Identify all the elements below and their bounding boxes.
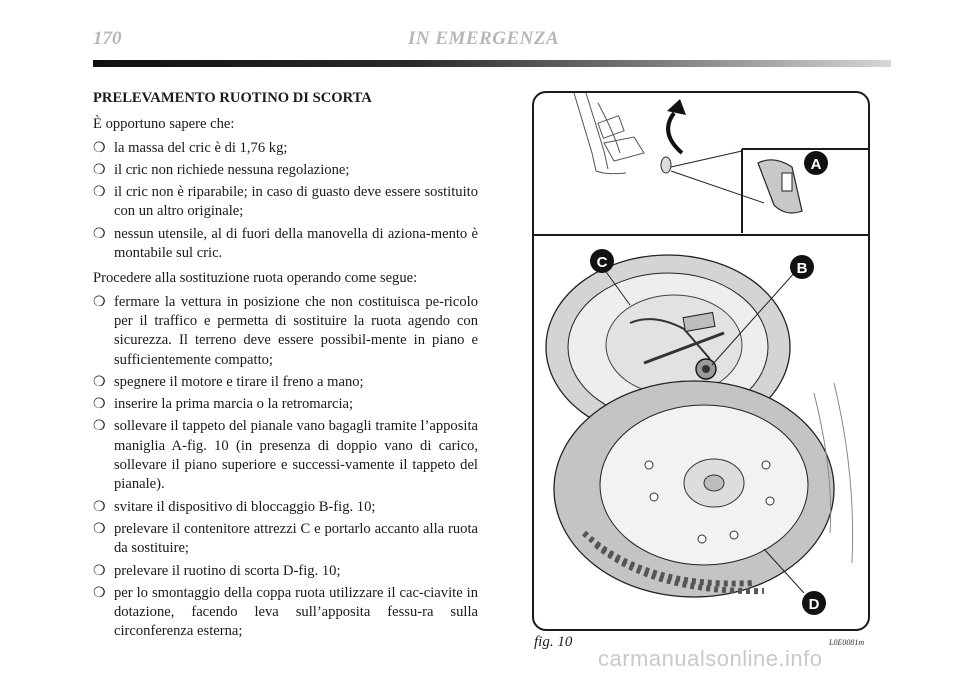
steps-list	[93, 293, 478, 642]
spare-wheel-illustration	[534, 93, 868, 629]
bullet-icon: ❍	[93, 140, 106, 156]
bullet-icon: ❍	[93, 499, 106, 515]
bullet-icon: ❍	[93, 162, 106, 178]
list-item-text: nessun utensile, al di fuori della manovella di aziona-mento è montabile sul cric.	[114, 225, 478, 262]
spare-wheel-drawing	[554, 381, 834, 597]
list-item-text: inserire la prima marcia o la retromarcia;	[114, 396, 354, 413]
list-item	[93, 161, 478, 180]
list-item	[93, 520, 478, 559]
list-item	[93, 183, 478, 222]
list-item	[93, 417, 478, 494]
procedure-intro: Procedere alla sostituzione ruota operando come segue:	[93, 270, 418, 287]
list-item-text: per lo smontaggio della coppa ruota utilizzare il cac-ciavite in dotazione, facendo leva sull’apposita fessu-ra sulla circonferenza esterna;	[114, 584, 478, 640]
list-item-text: prelevare il contenitore attrezzi C e portarlo accanto alla ruota da sostituire;	[114, 520, 478, 557]
bullet-icon: ❍	[93, 585, 106, 601]
list-item-text: spegnere il motore e tirare il freno a mano;	[114, 373, 364, 390]
facts-list	[93, 139, 478, 264]
list-item-text: il cric non richiede nessuna regolazione;	[114, 161, 350, 178]
callout-a-label: A	[810, 156, 822, 173]
page-number: 170	[93, 28, 122, 49]
bullet-icon: ❍	[93, 563, 106, 579]
list-item	[93, 225, 478, 264]
bullet-icon: ❍	[93, 397, 106, 413]
list-item-text: svitare il dispositivo di bloccaggio B-fig. 10;	[114, 498, 376, 515]
list-item-text: la massa del cric è di 1,76 kg;	[114, 139, 288, 156]
bullet-icon: ❍	[93, 185, 106, 201]
list-item-text: fermare la vettura in posizione che non costituisca pe-ricolo per il traffico e permetta di sostituire la ruota agendo con sicurezza. Il terreno deve essere possibil-mente in piano e sufficientemente compatto;	[114, 293, 478, 368]
bullet-icon: ❍	[93, 521, 106, 537]
figure-caption: fig. 10	[534, 634, 573, 650]
handle-detail-icon	[758, 160, 802, 213]
watermark: carmanualsonline.info	[598, 646, 823, 671]
callout-b-label: B	[796, 260, 808, 277]
list-item-text: prelevare il ruotino di scorta D-fig. 10;	[114, 562, 341, 579]
bullet-icon: ❍	[93, 374, 106, 390]
bullet-icon: ❍	[93, 419, 106, 435]
lift-arrow-icon	[668, 113, 682, 153]
trunk-floor-drawing	[574, 93, 644, 174]
header-rule	[93, 60, 891, 67]
text-column	[93, 89, 478, 648]
callout-d-label: D	[808, 596, 820, 613]
list-item	[93, 395, 478, 414]
handle-icon	[661, 157, 671, 173]
list-item	[93, 498, 478, 517]
list-item	[93, 584, 478, 642]
list-item	[93, 139, 478, 158]
figure-code: L0E0081m	[829, 638, 865, 647]
procedure-heading: PRELEVAMENTO RUOTINO DI SCORTA	[93, 90, 372, 106]
list-item	[93, 293, 478, 370]
list-item-text: il cric non è riparabile; in caso di guasto deve essere sostituito con un altro originale;	[114, 184, 478, 220]
figure-illustration	[532, 91, 870, 631]
list-item	[93, 373, 478, 392]
callout-c-label: C	[596, 254, 608, 271]
list-item	[93, 562, 478, 581]
section-title: IN EMERGENZA	[408, 28, 560, 49]
bullet-icon: ❍	[93, 294, 106, 310]
list-item-text: sollevare il tappeto del pianale vano bagagli tramite l’apposita maniglia A-fig. 10 (in presenza di doppio vano di carico, sollevare il piano superiore e successi-vamente il tappeto del pianale).	[114, 418, 478, 493]
bullet-icon: ❍	[93, 226, 106, 242]
arrow-head-icon	[667, 99, 686, 115]
intro-text: È opportuno sapere che:	[93, 116, 235, 133]
